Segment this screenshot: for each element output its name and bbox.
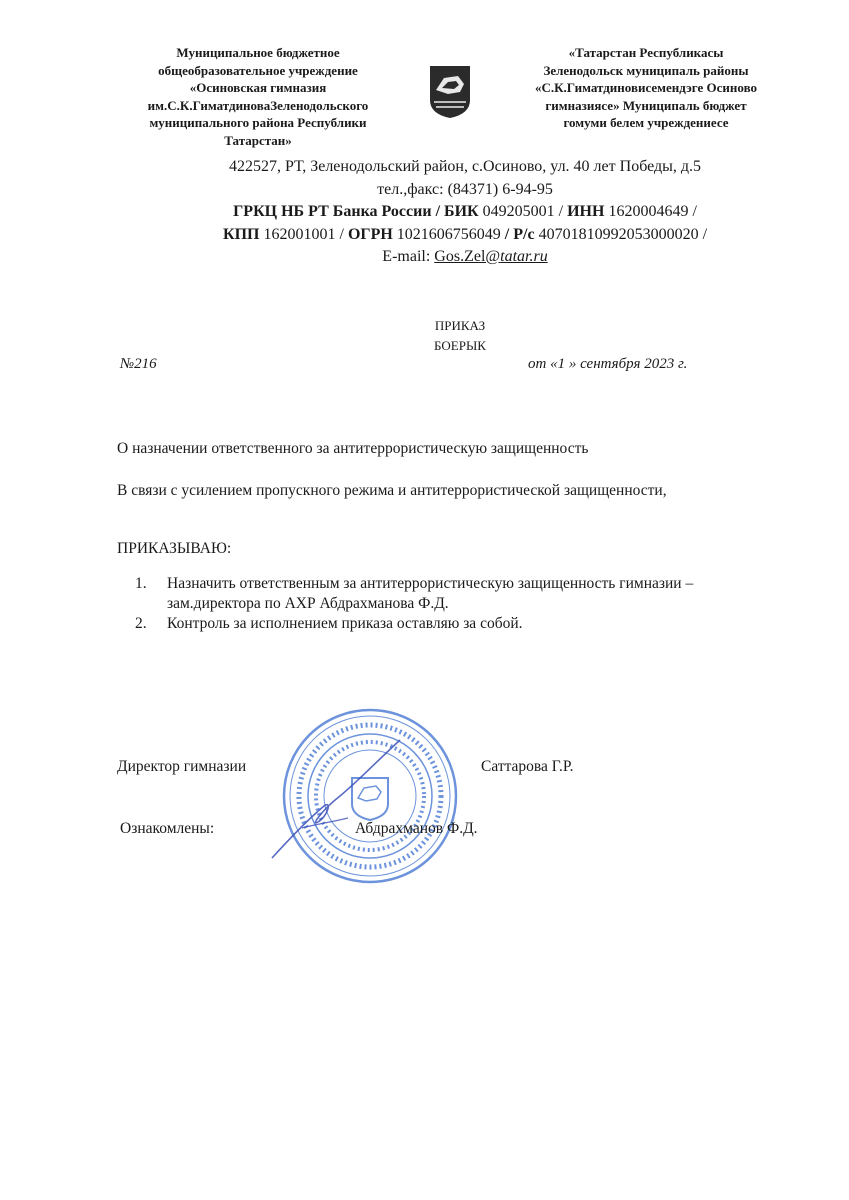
acknowledged-label: Ознакомлены: — [120, 820, 215, 837]
header-right-line: «С.К.Гиматдиновисемендэге Осиново — [534, 80, 758, 95]
signature-mark — [262, 726, 412, 866]
email-domain: tatar.ru — [500, 248, 548, 265]
header-left-line: «Осиновская гимназия — [189, 80, 327, 95]
account-label: Р/с — [513, 225, 535, 243]
list-item — [117, 574, 777, 614]
header-left-line: Татарстан» — [224, 132, 292, 148]
order-subject: О назначении ответственного за антитеррористическую защищенность — [117, 440, 589, 457]
title-tt: БОЕРЫК — [434, 338, 486, 353]
order-word: ПРИКАЗЫВАЮ: — [117, 540, 232, 557]
kpp-value: 162001001 — [263, 225, 336, 243]
kpp-label: КПП — [222, 225, 260, 243]
item-number: 1. — [135, 575, 147, 592]
acknowledged-name: Абдрахманов Ф.Д. — [355, 820, 478, 837]
header-right-line: «Татарстан Республикасы — [568, 45, 724, 60]
ogrn-label: ОГРН — [347, 225, 393, 243]
phone-line: тел.,факс: (84371) 6-94-95 — [377, 180, 553, 198]
item-text: зам.директора по АХР Абдрахманова Ф.Д. — [167, 595, 449, 612]
header-left-line: им.С.К.ГиматдиноваЗеленодольского — [147, 97, 369, 113]
header-right-block — [510, 44, 782, 132]
coat-of-arms-icon — [428, 64, 472, 120]
inn-value: 1620004649 — [608, 203, 689, 220]
bank-line-1: ГРКЦ НБ РТ Банка России / БИК 049205001 / ИНН 1620004649 / — [233, 203, 697, 220]
email-user: Gos.Zel@ — [434, 248, 501, 265]
address-line: 422527, РТ, Зеленодольский район, с.Осиново, ул. 40 лет Победы, д.5 — [228, 158, 702, 175]
bank-label: ГРКЦ НБ РТ Банка России / БИК — [233, 203, 479, 220]
ogrn-value: 1021606756049 — [396, 225, 501, 243]
list-item — [117, 614, 777, 634]
header-left-line: муниципального района Республики — [149, 115, 367, 130]
order-number: №216 — [120, 356, 157, 372]
order-items-list — [117, 574, 777, 634]
director-role: Директор гимназии — [117, 758, 247, 775]
inn-label: ИНН — [567, 203, 605, 220]
item-text: Назначить ответственным за антитеррористическую защищенность гимназии – — [167, 575, 694, 592]
item-text: Контроль за исполнением приказа оставляю за собой. — [167, 615, 523, 632]
item-number: 2. — [135, 615, 147, 632]
account-value: 40701810992053000020 — [538, 225, 699, 243]
title-ru: ПРИКАЗ — [434, 318, 486, 333]
header-left-block — [108, 44, 408, 149]
email-label: E-mail: — [382, 248, 431, 265]
document-title — [400, 316, 520, 356]
bank-line-2: КПП 162001001 / ОГРН 1021606756049 / Р/с 40701810992053000020 / — [222, 225, 708, 243]
order-date: от «1 » сентября 2023 г. — [528, 356, 688, 372]
bik-value: 049205001 — [482, 203, 555, 220]
director-name: Саттарова Г.Р. — [481, 758, 574, 775]
header-right-line: гомуми белем учреждениесе — [563, 115, 729, 130]
header-right-line: гимназиясе» Муниципаль бюджет — [545, 97, 747, 113]
header-right-line: Зеленодольск муниципаль районы — [543, 62, 749, 78]
order-reason: В связи с усилением пропускного режима и антитеррористической защищенности, — [117, 482, 667, 499]
email-line — [160, 246, 770, 269]
email-link[interactable] — [434, 248, 547, 265]
contact-block — [160, 156, 770, 269]
header-left-line: Муниципальное бюджетное — [176, 45, 340, 60]
header-left-line: общеобразовательное учреждение — [158, 62, 358, 78]
